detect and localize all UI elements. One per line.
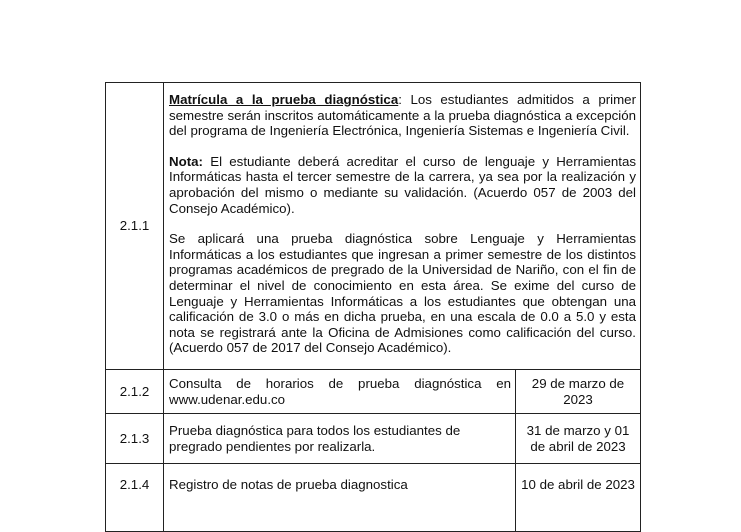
- row-number: 2.1.2: [106, 370, 164, 414]
- row-number: 2.1.3: [106, 414, 164, 464]
- body-paragraph: Se aplicará una prueba diagnóstica sobre Lenguaje y Herramientas Informáticas a los estudiantes que ingresan a primer semestre de los distintos programas académicos de pregrado de la Universidad de Nariño, con el fin de determinar el nivel de conocimiento en esta área. Se exime del curso de Lenguaje y Herramientas Informáticas a los estudiantes que obtengan una calificación de 3.0 o más en dicha prueba, en una escala de 0.0 a 5.0 y esta nota se registrará ante la Oficina de Admisiones como calificación del curso. (Acuerdo 057 de 2017 del Consejo Académico).: [169, 231, 637, 356]
- row-content: [164, 83, 641, 370]
- schedule-table: [105, 82, 641, 532]
- intro-title: Matrícula a la prueba diagnóstica: [169, 92, 399, 108]
- intro-paragraph: [169, 92, 636, 139]
- table-row: [106, 83, 641, 370]
- table-row: [106, 370, 641, 414]
- row-number: 2.1.1: [106, 83, 164, 370]
- note-label: Nota:: [169, 153, 203, 169]
- row-description: Consulta de horarios de prueba diagnóstica en www.udenar.edu.co: [164, 370, 516, 414]
- note-paragraph: [169, 154, 636, 216]
- row-number: 2.1.4: [106, 464, 164, 532]
- row-date: 29 de marzo de 2023: [516, 370, 641, 414]
- note-text: El estudiante deberá acreditar el curso de lenguaje y Herramientas Informáticas hasta el tercer semestre de la carrera, ya sea por la realización y aprobación del mismo o mediante su validación. (Acuerdo 057 de 2003 del Consejo Académico).: [169, 153, 637, 216]
- row-description: Prueba diagnóstica para todos los estudiantes de pregrado pendientes por realizarla.: [164, 414, 516, 464]
- row-description: Registro de notas de prueba diagnostica: [164, 464, 516, 532]
- row-date: 10 de abril de 2023: [516, 464, 641, 532]
- table-row: [106, 414, 641, 464]
- row-date: 31 de marzo y 01 de abril de 2023: [516, 414, 641, 464]
- table-row: [106, 464, 641, 532]
- intro-text: : Los estudiantes admitidos a primer semestre serán inscritos automáticamente a la prueba diagnóstica a excepción del programa de Ingeniería Electrónica, Ingeniería Sistemas e Ingeniería Civil.: [169, 92, 637, 139]
